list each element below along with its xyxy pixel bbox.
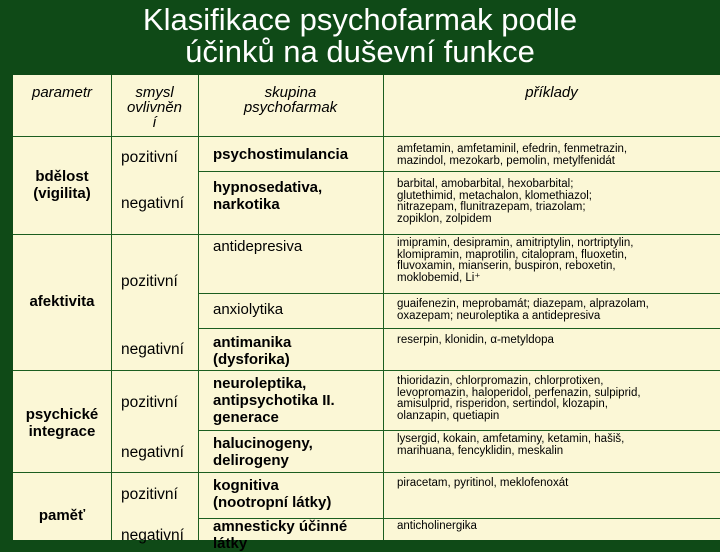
group-neuroleptika-line3: generace [213,409,279,426]
header-smysl-line1: smysl [135,84,174,101]
example-line: marihuana, fencyklidin, meskalin [397,444,564,457]
group-hypnosedativa [213,179,322,213]
row-divider-sub [198,293,720,294]
group-halucinogeny-line1: halucinogeny, [213,435,313,452]
examples-neuroleptika [397,376,641,422]
param-bdelost [13,168,111,202]
classification-table [13,75,720,552]
slide-title [0,4,720,68]
title-line-2: účinků na duševní funkce [185,34,535,69]
example-line: amisulprid, risperidon, sertindol, klozapin, [397,398,608,410]
group-amnesticky-ucinne [213,518,347,552]
examples-halucinogeny [397,434,624,457]
example-line: oxazepam; neuroleptika a antidepresiva [397,309,601,322]
example-line: levopromazin, haloperidol, perfenazin, sulpiprid, [397,386,641,399]
example-line: amfetamin, amfetaminil, efedrin, fenmetrazin, [397,143,628,155]
example-line: moklobemid, Li⁺ [397,271,481,284]
example-line: barbital, amobarbital, hexobarbital; [397,178,574,190]
sign-pamet-positive: pozitivní [121,486,178,503]
example-line: guaifenezin, meprobamát; diazepam, alprazolam, [397,298,649,310]
group-neuroleptika [213,375,335,426]
sign-afektivita-positive: pozitivní [121,273,178,290]
examples-anxiolytika [397,299,649,322]
examples-hypnosedativa [397,179,592,225]
param-bdelost-line2: (vigilita) [33,185,91,202]
param-pamet: paměť [38,507,86,524]
header-skupina-line2: psychofarmak [243,99,338,116]
column-divider [111,75,112,540]
sign-pamet-negative: negativní [121,527,184,544]
group-antimanika [213,334,291,368]
group-kognitiva-line2: (nootropní látky) [213,494,332,511]
sign-integrace-positive: pozitivní [121,394,178,411]
group-antimanika-line2: (dysforika) [213,351,290,368]
sign-bdelost-negative: negativní [121,195,184,212]
row-divider-sub [198,171,720,172]
row-divider-sub [198,430,720,431]
row-divider [13,472,720,473]
group-neuroleptika-line1: neuroleptika, [213,375,307,392]
header-skupina [198,85,383,115]
example-line: lysergid, kokain, amfetaminy, ketamin, hašiš, [397,433,625,445]
row-divider-sub [198,328,720,329]
column-divider [383,75,384,540]
param-psychicke-line1: psychické [25,406,99,423]
group-halucinogeny-line2: delirogeny [213,452,289,469]
group-neuroleptika-line2: antipsychotika II. [213,392,335,409]
sign-afektivita-negative: negativní [121,341,184,358]
header-smysl-line2: ovlivněn [126,99,183,116]
header-priklady: příklady [525,84,578,101]
example-line: zopiklon, zolpidem [397,212,492,225]
param-afektivita: afektivita [29,293,95,310]
header-skupina-line1: skupina [264,84,317,101]
examples-antidepresiva [397,238,633,284]
group-amnesticky-line1: amnesticky účinné [213,518,348,535]
param-psychicke-integrace [13,406,111,440]
example-line: klomipramin, maprotilin, citalopram, fluoxetin, [397,248,628,261]
group-halucinogeny [213,435,313,469]
sign-integrace-negative: negativní [121,444,184,461]
header-parametr: parametr [31,84,93,101]
example-line: imipramin, desipramin, amitriptylin, nortriptylin, [397,237,634,249]
group-amnesticky-line2: látky [213,535,248,552]
group-kognitiva-line1: kognitiva [213,477,279,494]
header-divider [13,136,720,137]
group-hypnosedativa-line2: narkotika [213,196,280,213]
group-antimanika-line1: antimanika [213,334,292,351]
header-smysl [111,85,198,130]
examples-antimanika: reserpin, klonidin, α-metyldopa [397,334,554,346]
example-line: thioridazin, chlorpromazin, chlorprotixen, [397,375,604,387]
column-divider [198,75,199,540]
row-divider [13,370,720,371]
example-line: nitrazepam, flunitrazepam, triazolam; [397,201,586,213]
group-anxiolytika: anxiolytika [213,301,284,318]
example-line: mazindol, mezokarb, pemolin, metylfenidát [397,154,615,167]
group-antidepresiva: antidepresiva [213,238,303,255]
example-line: fluvoxamin, mianserin, buspiron, reboxetin, [397,260,616,272]
header-smysl-line3: í [152,114,157,131]
group-kognitiva [213,477,331,511]
example-line: olanzapin, quetiapin [397,409,500,422]
example-line: glutethimid, metachalon, klomethiazol; [397,189,592,202]
param-psychicke-line2: integrace [28,423,96,440]
group-hypnosedativa-line1: hypnosedativa, [213,179,323,196]
sign-bdelost-positive: pozitivní [121,149,178,166]
param-bdelost-line1: bdělost [35,168,89,185]
examples-amnesticky: anticholinergika [397,520,477,532]
examples-kognitiva: piracetam, pyritinol, meklofenoxát [397,477,569,489]
examples-psychostimulancia [397,144,627,167]
title-line-1: Klasifikace psychofarmak podle [142,2,578,37]
group-psychostimulancia: psychostimulancia [213,146,349,163]
row-divider [13,234,720,235]
